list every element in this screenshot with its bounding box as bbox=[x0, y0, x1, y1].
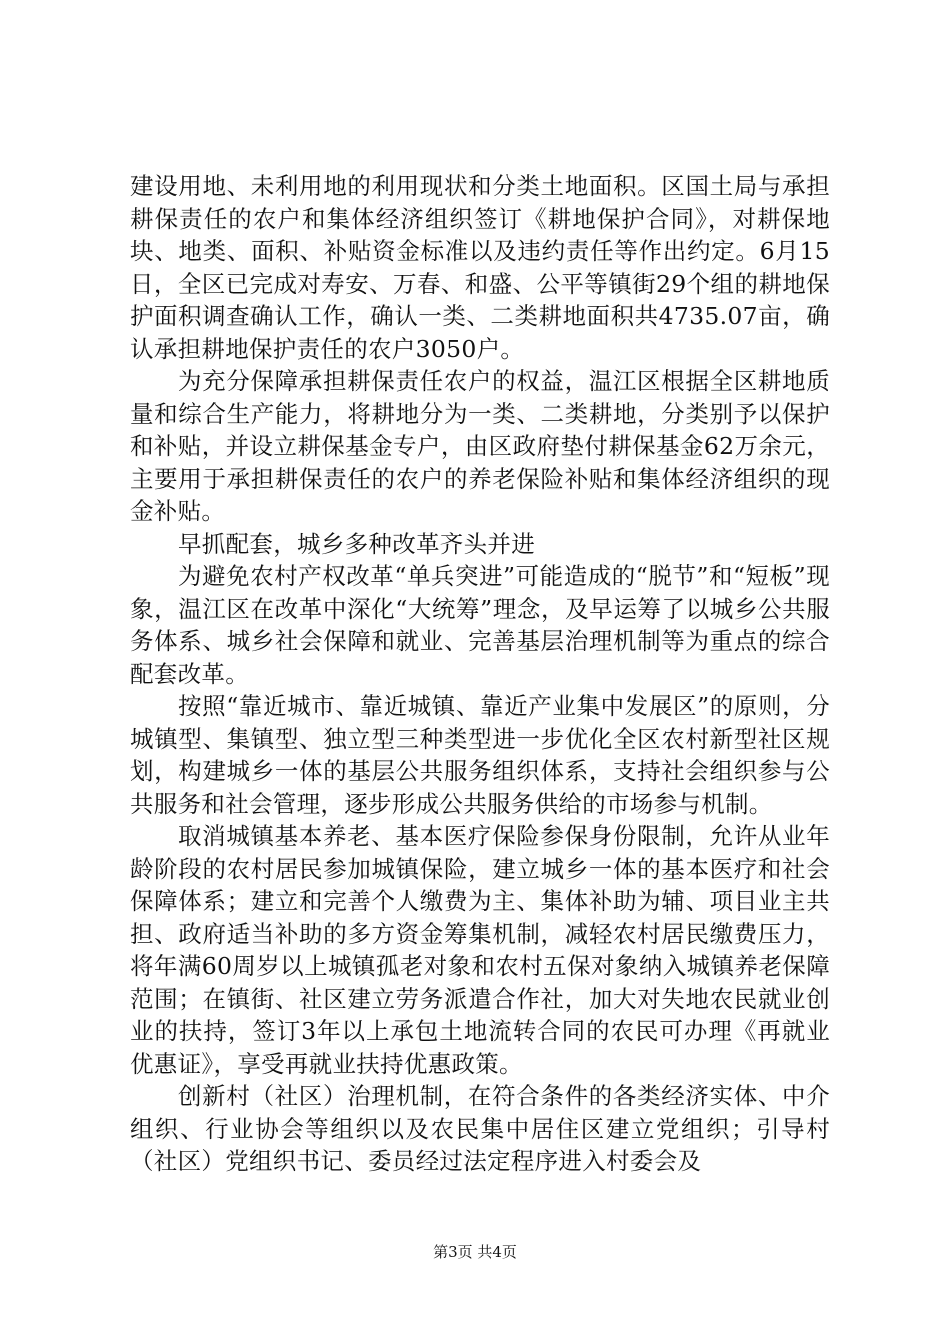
section-heading: 早抓配套，城乡多种改革齐头并进 bbox=[178, 529, 535, 558]
paragraph-1: 建设用地、未利用地的利用现状和分类土地面积。区国土局与承担耕保责任的农户和集体经济组织签订《耕地保护合同》，对耕保地块、地类、面积、补贴资金标准以及违约责任等作出约定。6月15日，全区已完成对寿安、万春、和盛、公平等镇街29个组的耕地保护面积调查确认工作，确认一类、二类耕地面积共4735.07亩，确认承担耕地保护责任的农户3050户。 bbox=[130, 172, 830, 363]
paragraph-2: 为充分保障承担耕保责任农户的权益，温江区根据全区耕地质量和综合生产能力，将耕地分为一类、二类耕地，分类别予以保护和补贴，并设立耕保基金专户，由区政府垫付耕保基金62万余元，主要用于承担耕保责任的农户的养老保险补贴和集体经济组织的现金补贴。 bbox=[130, 367, 830, 525]
document-body bbox=[130, 170, 830, 1178]
page-number-footer: 第3页 共4页 bbox=[433, 1243, 517, 1261]
paragraph-5: 取消城镇基本养老、基本医疗保险参保身份限制，允许从业年龄阶段的农村居民参加城镇保险，建立城乡一体的基本医疗和社会保障体系；建立和完善个人缴费为主、集体补助为辅、项目业主共担、政府适当补助的多方资金筹集机制，减轻农村居民缴费压力，将年满60周岁以上城镇孤老对象和农村五保对象纳入城镇养老保障范围；在镇街、社区建立劳务派遣合作社，加大对失地农民就业创业的扶持，签订3年以上承包土地流转合同的农民可办理《再就业优惠证》，享受再就业扶持优惠政策。 bbox=[130, 822, 830, 1078]
paragraph-4: 按照“靠近城市、靠近城镇、靠近产业集中发展区”的原则，分城镇型、集镇型、独立型三种类型进一步优化全区农村新型社区规划，构建城乡一体的基层公共服务组织体系，支持社会组织参与公共服务和社会管理，逐步形成公共服务供给的市场参与机制。 bbox=[130, 692, 830, 818]
paragraph-6: 创新村（社区）治理机制，在符合条件的各类经济实体、中介组织、行业协会等组织以及农民集中居住区建立党组织；引导村（社区）党组织书记、委员经过法定程序进入村委会及 bbox=[130, 1082, 830, 1175]
paragraph-3: 为避免农村产权改革“单兵突进”可能造成的“脱节”和“短板”现象，温江区在改革中深化“大统筹”理念，及早运筹了以城乡公共服务体系、城乡社会保障和就业、完善基层治理机制等为重点的综合配套改革。 bbox=[130, 562, 830, 688]
